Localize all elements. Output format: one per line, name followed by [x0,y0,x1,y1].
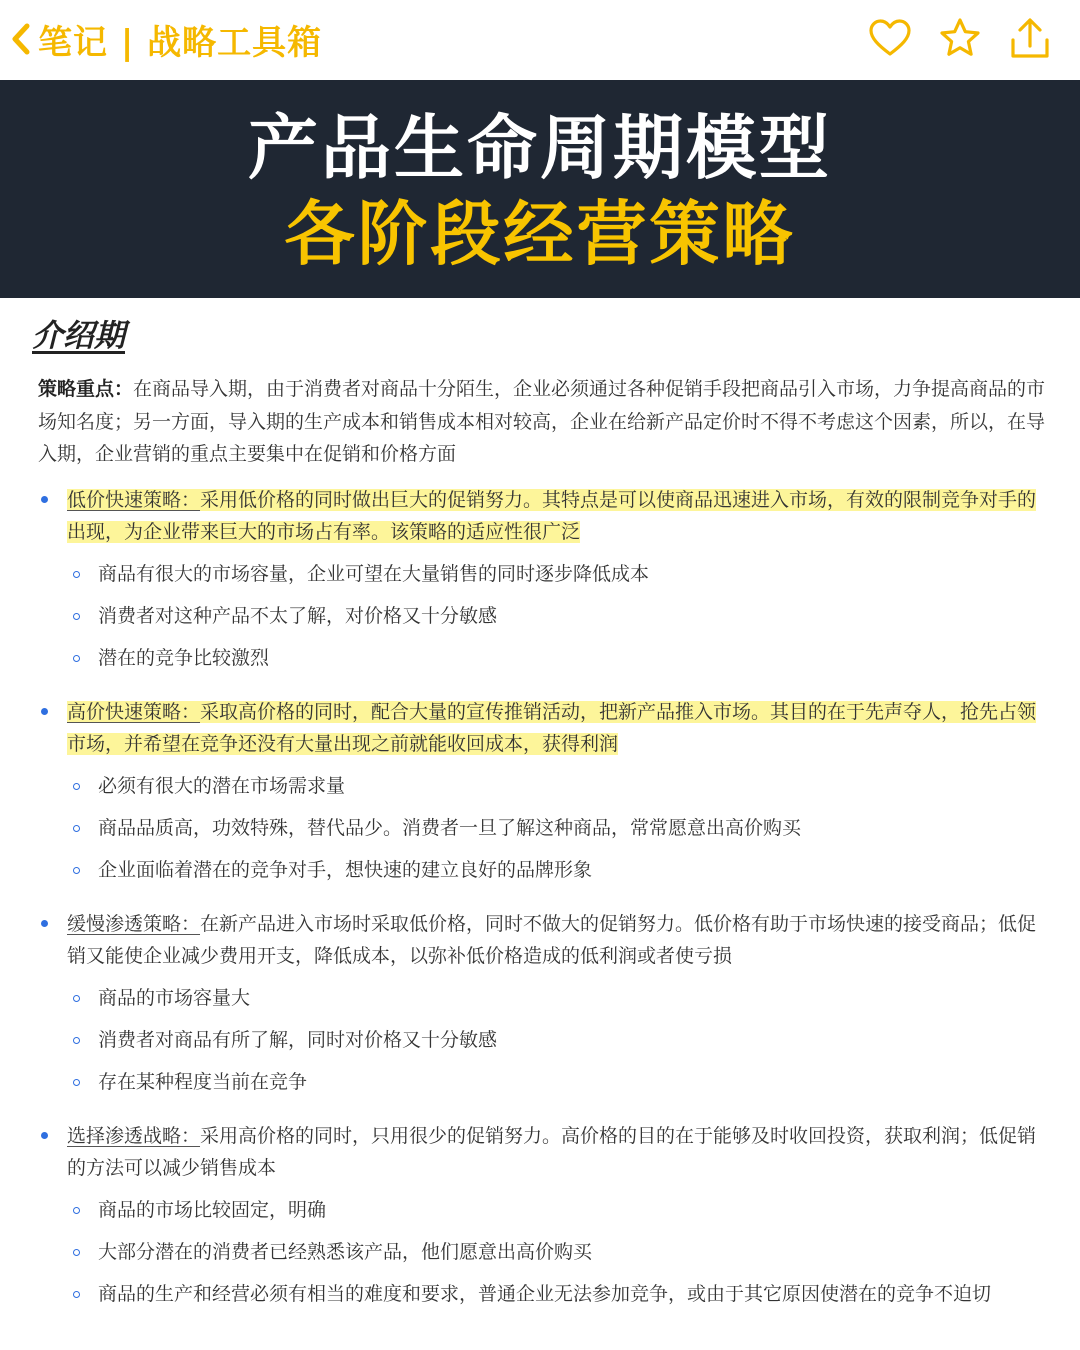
strategy-name: 选择渗透战略： [67,1124,201,1147]
condition-item [38,600,1050,642]
strategy-item [38,696,1050,760]
condition-item [38,1066,1050,1108]
condition-item [38,854,1050,896]
ring-bullet [73,867,80,874]
condition-text: 企业面临着潜在的竞争对手，想快速的建立良好的品牌形象 [98,858,593,881]
ring-bullet [73,1291,80,1298]
condition-list [38,770,1050,896]
strategy-text [67,913,1036,967]
condition-text: 大部分潜在的消费者已经熟悉该产品，他们愿意出高价购买 [98,1240,593,1263]
ring-bullet [73,1037,80,1044]
strategy-item [38,484,1050,548]
strategy-text [67,1125,1036,1179]
condition-text: 消费者对商品有所了解，同时对价格又十分敏感 [98,1028,498,1051]
ring-bullet [73,783,80,790]
banner-subtitle: 各阶段经营策略 [284,193,796,275]
ring-bullet [73,613,80,620]
strategy-item [38,908,1050,972]
condition-text: 商品的生产和经营必须有相当的难度和要求，普通企业无法参加竞争，或由于其它原因使潜在的竞争不迫切 [98,1282,992,1305]
condition-text: 商品有很大的市场容量，企业可望在大量销售的同时逐步降低成本 [98,562,650,585]
ring-bullet [73,995,80,1002]
strategy-item [38,1120,1050,1184]
ring-bullet [73,1249,80,1256]
top-nav-bar [0,0,1080,80]
condition-item [38,1194,1050,1236]
condition-list [38,1194,1050,1320]
back-button[interactable] [10,14,322,64]
intro-label: 策略重点： [38,378,134,400]
ring-bullet [73,1079,80,1086]
bullet-dot [41,920,48,927]
ring-bullet [73,825,80,832]
strategy-name: 高价快速策略： [67,700,201,723]
bullet-dot [41,1132,48,1139]
favorite-button[interactable] [936,14,984,62]
bullet-dot [41,708,48,715]
heart-icon [868,18,912,58]
chevron-left-icon [10,22,32,56]
condition-text: 商品的市场容量大 [98,986,251,1009]
strategy-text [67,489,1036,543]
condition-text: 商品品质高，功效特殊，替代品少。消费者一旦了解这种商品，常常愿意出高价购买 [98,816,802,839]
condition-item [38,770,1050,812]
condition-text: 潜在的竞争比较激烈 [98,646,270,669]
condition-item [38,1278,1050,1320]
title-banner [0,80,1080,298]
share-button[interactable] [1006,14,1054,62]
strategy-desc: 采用高价格的同时，只用很少的促销努力。高价格的目的在于能够及时收回投资，获取利润；低促销的方法可以减少销售成本 [67,1124,1037,1179]
condition-item [38,558,1050,600]
condition-item [38,812,1050,854]
condition-item [38,982,1050,1024]
star-icon [939,17,981,59]
intro-paragraph [38,373,1050,471]
bullet-dot [41,496,48,503]
ring-bullet [73,655,80,662]
strategy-name: 缓慢渗透策略： [67,912,201,935]
section-heading: 介绍期 [32,318,125,354]
condition-text: 商品的市场比较固定，明确 [98,1198,327,1221]
condition-list [38,558,1050,684]
ring-bullet [73,1207,80,1214]
condition-text: 消费者对这种产品不太了解，对价格又十分敏感 [98,604,498,627]
strategy-desc: 采取高价格的同时，配合大量的宣传推销活动，把新产品推入市场。其目的在于先声夺人，抢先占领市场，并希望在竞争还没有大量出现之前就能收回成本，获得利润 [67,700,1037,755]
share-icon [1009,16,1051,60]
condition-text: 必须有很大的潜在市场需求量 [98,774,346,797]
strategy-desc: 采用低价格的同时做出巨大的促销努力。其特点是可以使商品迅速进入市场，有效的限制竞争对手的出现，为企业带来巨大的市场占有率。该策略的适应性很广泛 [67,488,1037,543]
like-button[interactable] [866,14,914,62]
strategy-name: 低价快速策略： [67,488,201,511]
strategy-text [67,701,1036,755]
ring-bullet [73,571,80,578]
note-content [0,298,1080,1350]
condition-item [38,642,1050,684]
nav-actions [866,14,1054,62]
condition-list [38,982,1050,1108]
banner-title: 产品生命周期模型 [248,107,832,189]
nav-title: 笔记 | 战略工具箱 [38,22,323,63]
intro-text: 在商品导入期，由于消费者对商品十分陌生，企业必须通过各种促销手段把商品引入市场，力争提高商品的市场知名度；另一方面，导入期的生产成本和销售成本相对较高，企业在给新产品定价时不得不考虑这个因素，所以，在导入期，企业营销的重点主要集中在促销和价格方面 [38,378,1046,465]
condition-item [38,1236,1050,1278]
strategy-desc: 在新产品进入市场时采取低价格，同时不做大的促销努力。低价格有助于市场快速的接受商品；低促销又能使企业减少费用开支，降低成本，以弥补低价格造成的低利润或者使亏损 [67,912,1037,967]
condition-text: 存在某种程度当前在竞争 [98,1070,308,1093]
condition-item [38,1024,1050,1066]
